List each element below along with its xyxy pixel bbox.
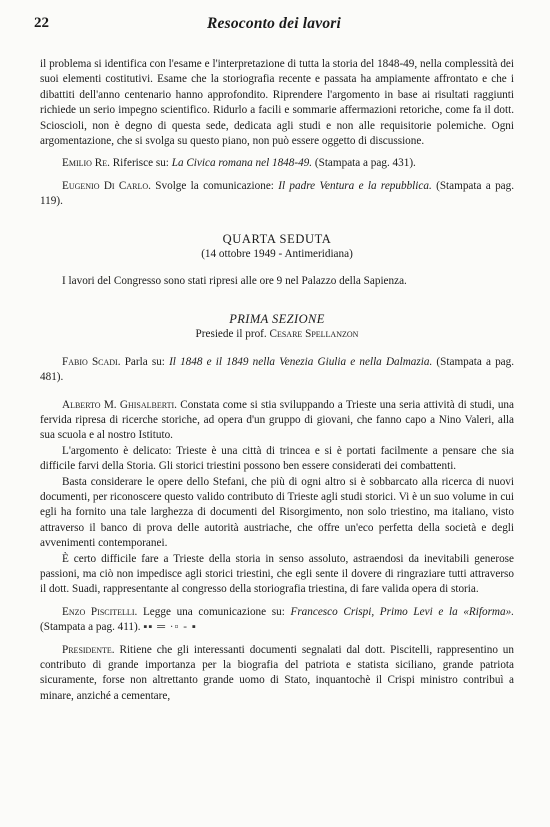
ink-smudge: ▪▪ ═ ·▫ - ▪ [143,621,197,634]
speaker-name: Presidente. [62,643,115,656]
entry-scadi [40,355,514,386]
entry-title: La Civica romana nel 1848-49. [171,157,313,170]
entry-note: (Stampata a pag. 431). [314,157,416,170]
entry-ghisalberti [40,398,514,444]
entry-note: (Stampata a pag. 119). [40,179,515,208]
speaker-name: Eugenio Di Carlo. [62,179,151,192]
page-number: 22 [34,15,49,31]
entry-note: (Stampata a pag. 411). [40,621,141,634]
speaker-name: Emilio Re. [62,157,110,170]
entry-piscitelli [40,605,514,636]
speaker-name: Alberto M. Ghisalberti. [62,398,177,411]
entry-verb: Riferisce su: [112,157,169,170]
paragraph-text: Ritiene che gli interessanti documenti segnalati dal dott. Piscitelli, rappresentino un contributo di grande importanza per la biografia del patriota e statista siciliano, grande patriota sicuramente, forse non altrettanto grande uomo di Stato, inquantochè il Crispi ministro contribuì a minare, anziché a cementare, [40,643,514,702]
paragraph-resume: I lavori del Congresso sono stati ripresi alle ore 9 nel Palazzo della Sapienza. [62,275,407,288]
page-body [40,57,514,704]
entry-presidente [40,643,514,705]
chair-name: Cesare Spellanzon [269,328,359,341]
session-date: (14 ottobre 1949 - Antimeridiana) [201,248,353,261]
paragraph-ghisalberti-4: È certo difficile fare a Trieste della storia in senso assoluto, astraendosi da inevitabili generose passioni, ma ciò non impedisce agli storici triestini, che egli sente il dovere di ringraziare tutti attraverso il dott. Suadi, rappresentante al congresso della storiografia triestina, di fare valida opera di storia. [40,552,514,596]
running-title: Resoconto dei lavori [206,15,342,32]
page-header [34,16,514,38]
entry-verb: Parla su: [124,355,165,368]
speaker-name: Enzo Piscitelli. [62,605,138,618]
entry-title: Il 1848 e il 1849 nella Venezia Giulia e nella Dalmazia. [169,355,433,368]
speaker-name: Fabio Scadi. [62,355,121,368]
entry-verb: Legge una comunicazione su: [142,605,285,618]
section-chair [40,327,514,342]
entry-title: Francesco Crispi, Primo Levi e la «Riforma». [290,605,514,618]
section-title: PRIMA SEZIONE [229,311,325,326]
entry-verb: Svolge la comunicazione: [155,179,274,192]
entry-title: Il padre Ventura e la repubblica. [278,179,432,192]
chair-prefix: Presiede il prof. [195,328,267,341]
entry-di-carlo [40,179,514,210]
paragraph-ghisalberti-3: Basta considerare le opere dello Stefani, che più di ogni altro si è sobbarcato alla ricerca di nuovi documenti, per riconoscere questo valido contributo di Trieste agli studi storici. Vi è un suo volume in cui egli ha fornito una tale larghezza di documenti del Risorgimento, non solo triestino, ma italiano, visto attraverso il banco di prova delle autorità austriache, che offre un'eco perfetta della società e degli avvenimenti contemporanei. [40,475,514,550]
paragraph-text: Constata come si stia sviluppando a Trieste una seria attività di studi, una fervida ripresa di ricerche storiche, ad opera d'un gruppo di giovani, che fanno capo a Nino Valeri, alla sua scuola e al nostro Istituto. [40,398,514,442]
session-title: QUARTA SEDUTA [222,231,332,246]
entry-note: (Stampata a pag. 481). [40,355,515,384]
paragraph-intro: il problema si identifica con l'esame e l'interpretazione di tutta la storia del 1848-49, nella complessità dei suoi elementi costitutivi. Esame che la storiografia recente e passata ha ampiamente affrontato e che i dibattiti dell'anno centenario hanno approfondito. Riprendere l'argomento in base ai risultati raggiunti richiede un serio impegno scientifico. Ridurlo a facili e sommarie affermazioni retoriche, come fa il dott. Scioscioli, non è degno di questa sede, dedicata agli studi e non alle requisitorie polemiche. Ogni argomentazione, che si svolga su questo piano, non può essere oggetto di discussione. [40,58,514,148]
paragraph-ghisalberti-2: L'argomento è delicato: Trieste è una città di trincea e si è portati facilmente a pensare che sia difficile farvi della Storia. Gli storici triestini possono ben essere considerati dei combattenti. [40,444,514,473]
entry-re [40,156,514,171]
